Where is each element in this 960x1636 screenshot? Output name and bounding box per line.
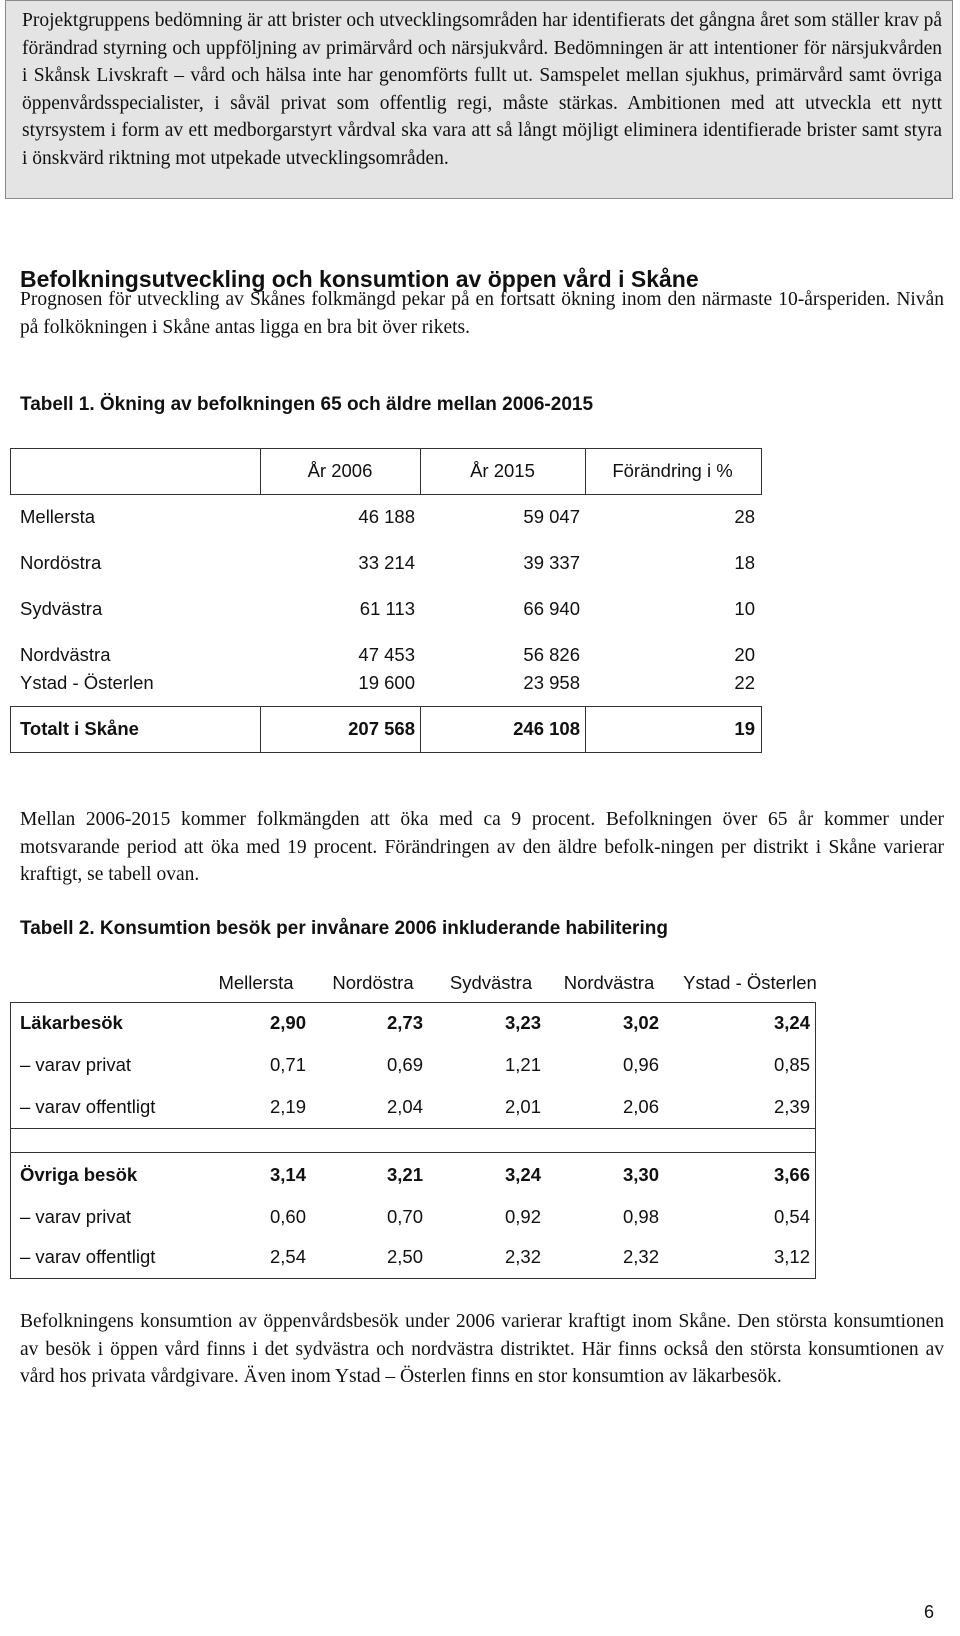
value-nordostra: 2,04 [386,1096,423,1117]
table-row [10,1236,850,1278]
row-label: Nordöstra [20,552,102,573]
row-label: Mellersta [20,506,96,527]
table1-total-row [10,706,762,752]
value-nordostra: 2,73 [386,1012,423,1033]
row-label: Läkarbesök [20,1012,123,1033]
value-change: 10 [734,598,755,619]
table2-frame [10,1278,816,1279]
table-row [10,1002,850,1044]
value-nordostra: 0,69 [386,1054,423,1075]
value-2006: 19 600 [358,672,415,693]
table1-header-2006: År 2006 [307,460,373,481]
value-2015: 23 958 [523,672,580,693]
value-change: 20 [734,644,755,665]
table1-border-bottom [10,752,762,753]
value-change: 28 [734,506,755,527]
value-nordvastra: 2,06 [622,1096,659,1117]
table2-header-nordvastra: Nordvästra [563,972,655,993]
value-nordvastra: 3,02 [622,1012,659,1033]
row-label: Ystad - Österlen [20,672,154,693]
value-2015: 39 337 [523,552,580,573]
paragraph-population: Mellan 2006-2015 kommer folkmängden att öka med ca 9 procent. Befolkningen över 65 år kommer under motsvarande period att öka med 19 procent. Förändringen av den äldre befolk-ningen per distrikt i Skåne varierar kraftigt, se tabell ovan. [20,809,944,885]
value-mellersta: 0,71 [269,1054,306,1075]
section-heading: Befolkningsutveckling och konsumtion av öppen vård i Skåne [20,266,699,292]
row-label: Nordvästra [20,644,111,665]
value-sydvastra: 2,01 [504,1096,541,1117]
value-ystad: 0,85 [773,1054,810,1075]
table-row [10,1044,850,1086]
value-sydvastra: 1,21 [504,1054,541,1075]
table-row [10,540,762,586]
intro-text: Projektgruppens bedömning är att brister och utvecklingsområden har identifierats det gångna året som ställer krav på förändrad styrning och uppföljning av primärvård och närsjukvård. Bedömningen är att intentioner för närsjukvården i Skånsk Livskraft – vård och hälsa inte har genomförts fullt ut. Samspelet mellan sjukhus, primärvård samt övriga öppenvårdsspecialister, i såväl privat som offentlig regi, måste stärkas. Ambitionen med att utveckla ett nytt styrsystem i form av ett medborgarstyrt vårdval ska vara att så långt möjligt eliminera identifierade brister samt styra i önskvärd riktning mot utpekade utvecklingsområden. [22,10,943,169]
value-2015: 56 826 [523,644,580,665]
row-label: Övriga besök [20,1164,138,1185]
table2-frame [10,1152,816,1153]
table-row [10,1086,850,1128]
table1-title: Tabell 1. Ökning av befolkningen 65 och äldre mellan 2006-2015 [20,394,594,415]
value-nordostra: 0,70 [386,1206,423,1227]
paragraph-consumption: Befolkningens konsumtion av öppenvårdsbesök under 2006 varierar kraftigt inom Skåne. Den största konsumtionen av besök i öppen vård finns i det sydvästra och nordvästra distriktet. Här finns också den största konsumtionen av vård hos privata vårdgivare. Även inom Ystad – Österlen finns en stor konsumtion av läkarbesök. [20,1311,944,1387]
value-change: 22 [734,672,755,693]
value-ystad: 3,24 [773,1012,810,1033]
value-nordostra: 2,50 [386,1246,423,1267]
total-label: Totalt i Skåne [20,718,139,739]
value-sydvastra: 0,92 [504,1206,541,1227]
table1-header-2015: År 2015 [470,460,535,481]
value-ystad: 3,66 [773,1164,810,1185]
table-row [10,1196,850,1238]
value-2006: 47 453 [358,644,415,665]
table2-title: Tabell 2. Konsumtion besök per invånare 2006 inkluderande habilitering [20,918,668,939]
table-row [10,586,762,632]
row-label: – varav privat [20,1054,132,1075]
value-change: 18 [734,552,755,573]
table2-header-mellersta: Mellersta [218,972,294,993]
table2-header-sydvastra: Sydvästra [449,972,533,993]
intro-box [5,0,953,199]
value-nordvastra: 2,32 [622,1246,659,1267]
value-2006: 61 113 [359,598,415,619]
value-mellersta: 3,14 [269,1164,306,1185]
value-mellersta: 2,19 [269,1096,306,1117]
value-sydvastra: 2,32 [504,1246,541,1267]
table2-frame [10,1128,816,1129]
table2-header-ystad: Ystad - Österlen [683,972,817,993]
value-ystad: 2,39 [773,1096,810,1117]
table2-header-nordostra: Nordöstra [332,972,414,993]
table2-header-row [10,962,850,1004]
total-2006: 207 568 [348,718,415,739]
value-2006: 46 188 [358,506,415,527]
value-2006: 33 214 [358,552,415,573]
total-2015: 246 108 [513,718,580,739]
value-nordvastra: 3,30 [622,1164,659,1185]
row-label: Sydvästra [20,598,103,619]
value-sydvastra: 3,24 [504,1164,541,1185]
value-mellersta: 0,60 [269,1206,306,1227]
value-nordostra: 3,21 [386,1164,423,1185]
table-row [10,494,762,540]
total-change: 19 [734,718,755,739]
value-mellersta: 2,54 [269,1246,306,1267]
page-number: 6 [923,1602,934,1622]
table1-header-row [10,448,762,494]
row-label: – varav offentligt [20,1246,156,1267]
value-ystad: 3,12 [773,1246,810,1267]
table-row [10,1154,850,1196]
table-row [10,660,762,706]
value-sydvastra: 3,23 [504,1012,541,1033]
row-label: – varav offentligt [20,1096,156,1117]
table1-header-change: Förändring i % [612,460,733,481]
value-2015: 59 047 [523,506,580,527]
intro-paragraph: Prognosen för utveckling av Skånes folkmängd pekar på en fortsatt ökning inom den närmaste 10-årsperiden. Nivån på folkökningen i Skåne antas ligga en bra bit över rikets. [20,289,944,338]
value-nordvastra: 0,98 [622,1206,659,1227]
value-mellersta: 2,90 [269,1012,306,1033]
value-2015: 66 940 [523,598,580,619]
value-nordvastra: 0,96 [622,1054,659,1075]
value-ystad: 0,54 [773,1206,810,1227]
row-label: – varav privat [20,1206,132,1227]
